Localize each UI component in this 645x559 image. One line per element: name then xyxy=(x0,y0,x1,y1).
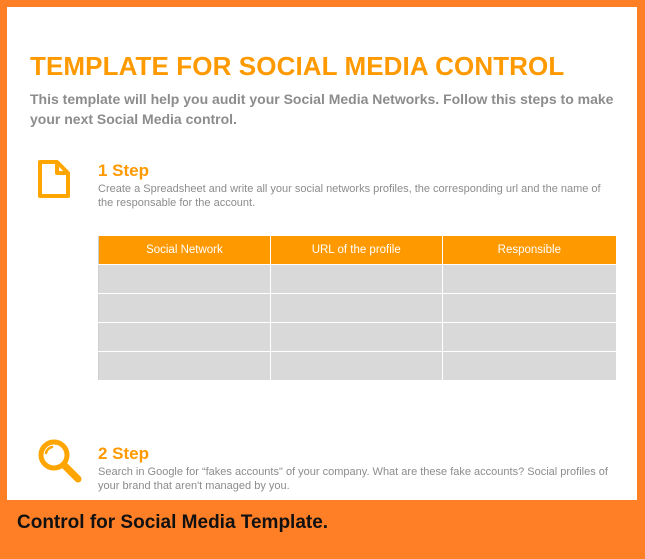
header-social-network: Social Network xyxy=(99,236,271,265)
table-cell[interactable] xyxy=(442,352,616,381)
table-cell[interactable] xyxy=(270,323,442,352)
table-cell[interactable] xyxy=(99,323,271,352)
table-row xyxy=(99,265,617,294)
table-cell[interactable] xyxy=(442,294,616,323)
table-cell[interactable] xyxy=(99,265,271,294)
header-url: URL of the profile xyxy=(270,236,442,265)
table-cell[interactable] xyxy=(442,323,616,352)
page-title: TEMPLATE FOR SOCIAL MEDIA CONTROL xyxy=(30,51,565,81)
table-row xyxy=(99,323,617,352)
table-cell[interactable] xyxy=(270,352,442,381)
header-responsible: Responsible xyxy=(442,236,616,265)
step-1-title: 1 Step xyxy=(98,161,150,180)
step-2-description: Search in Google for “fakes accounts" of your company. What are these fake accounts? Social profiles of your brand that aren't managed by you. xyxy=(98,466,608,492)
table-cell[interactable] xyxy=(99,294,271,323)
step-2-title: 2 Step xyxy=(98,444,150,463)
template-page xyxy=(7,7,637,500)
magnifier-icon xyxy=(35,436,85,491)
table-cell[interactable] xyxy=(99,352,271,381)
table-row xyxy=(99,352,617,381)
image-caption: Control for Social Media Template. xyxy=(17,512,329,533)
step-1-description: Create a Spreadsheet and write all your social networks profiles, the corresponding url and the name of the responsable for the account. xyxy=(98,183,601,209)
document-icon xyxy=(37,159,71,204)
table-row xyxy=(99,294,617,323)
table-cell[interactable] xyxy=(270,265,442,294)
social-profiles-table xyxy=(98,236,616,380)
intro-text: This template will help you audit your Social Media Networks. Follow this steps to make your next Social Media control. xyxy=(30,91,614,127)
table-cell[interactable] xyxy=(442,265,616,294)
table-header-row xyxy=(99,236,617,265)
table-cell[interactable] xyxy=(270,294,442,323)
